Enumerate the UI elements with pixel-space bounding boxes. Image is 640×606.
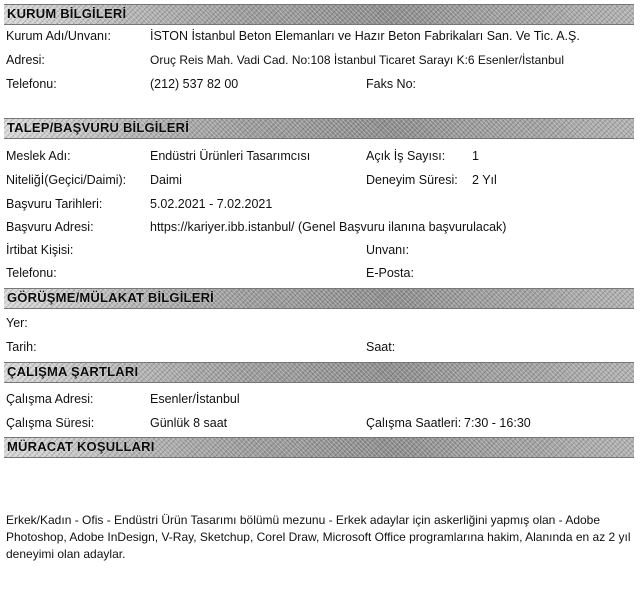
talep-deneyim-label: Deneyim Süresi: [366, 173, 458, 187]
gorusme-saat-label: Saat: [366, 340, 396, 354]
talep-acik-label: Açık İş Sayısı: [366, 149, 446, 163]
kurum-adres-value: Oruç Reis Mah. Vadi Cad. No:108 İstanbul Ticaret Sarayı K:6 Esenler/İstanbul [150, 53, 564, 67]
talep-tarih-value: 5.02.2021 - 7.02.2021 [150, 197, 273, 211]
talep-telefon-label: Telefonu: [6, 266, 57, 280]
talep-deneyim-value: 2 Yıl [472, 173, 497, 187]
talep-tarih-label: Başvuru Tarihleri: [6, 197, 103, 211]
talep-meslek-value: Endüstri Ürünleri Tasarımcısı [150, 149, 311, 163]
section-title-kurum: KURUM BİLGİLERİ [7, 6, 127, 21]
section-header-talep [4, 118, 634, 139]
talep-irtibat-label: İrtibat Kişisi: [6, 243, 74, 257]
kurum-adres-label: Adresi: [6, 53, 45, 67]
calisma-saatler-label: Çalışma Saatleri: [366, 416, 462, 430]
kurum-telefon-value: (212) 537 82 00 [150, 77, 239, 91]
calisma-adres-value: Esenler/İstanbul [150, 392, 240, 406]
section-title-muracat: MÜRACAT KOŞULLARI [7, 439, 155, 454]
section-header-gorusme [4, 288, 634, 309]
talep-adres-value[interactable]: https://kariyer.ibb.istanbul/ (Genel Başvuru ilanına başvurulacak) [150, 220, 507, 234]
talep-acik-value: 1 [472, 149, 479, 163]
talep-meslek-label: Meslek Adı: [6, 149, 71, 163]
talep-nitelik-value: Daimi [150, 173, 182, 187]
muracat-conditions-text: Erkek/Kadın - Ofis - Endüstri Ürün Tasarımı bölümü mezunu - Erkek adaylar için askerliğini yapmış olan - Adobe Photoshop, Adobe InDesign, V-Ray, Sketchup, Corel Draw, Microsoft Office programlarına hakim, Alanında en az 2 yıl deneyimi olan adaylar. [6, 513, 631, 561]
calisma-adres-label: Çalışma Adresi: [6, 392, 94, 406]
talep-unvan-label: Unvanı: [366, 243, 410, 257]
talep-eposta-label: E-Posta: [366, 266, 414, 280]
kurum-ad-value: İSTON İstanbul Beton Elemanları ve Hazır Beton Fabrikaları San. Ve Tic. A.Ş. [150, 29, 580, 43]
section-title-calisma: ÇALIŞMA ŞARTLARI [7, 364, 139, 379]
kurum-ad-label: Kurum Adı/Unvanı: [6, 29, 111, 43]
calisma-sure-label: Çalışma Süresi: [6, 416, 95, 430]
kurum-faks-label: Faks No: [366, 77, 417, 91]
section-header-muracat [4, 437, 634, 458]
calisma-sure-value: Günlük 8 saat [150, 416, 228, 430]
section-title-talep: TALEP/BAŞVURU BİLGİLERİ [7, 120, 190, 135]
calisma-saatler-value: 7:30 - 16:30 [464, 416, 531, 430]
kurum-telefon-label: Telefonu: [6, 77, 57, 91]
gorusme-yer-label: Yer: [6, 316, 28, 330]
gorusme-tarih-label: Tarih: [6, 340, 37, 354]
talep-adres-label: Başvuru Adresi: [6, 220, 94, 234]
section-header-kurum [4, 4, 634, 25]
section-title-gorusme: GÖRÜŞME/MÜLAKAT BİLGİLERİ [7, 290, 214, 305]
section-header-calisma [4, 362, 634, 383]
talep-nitelik-label: Niteliğİ(Geçici/Daimi): [6, 173, 127, 187]
